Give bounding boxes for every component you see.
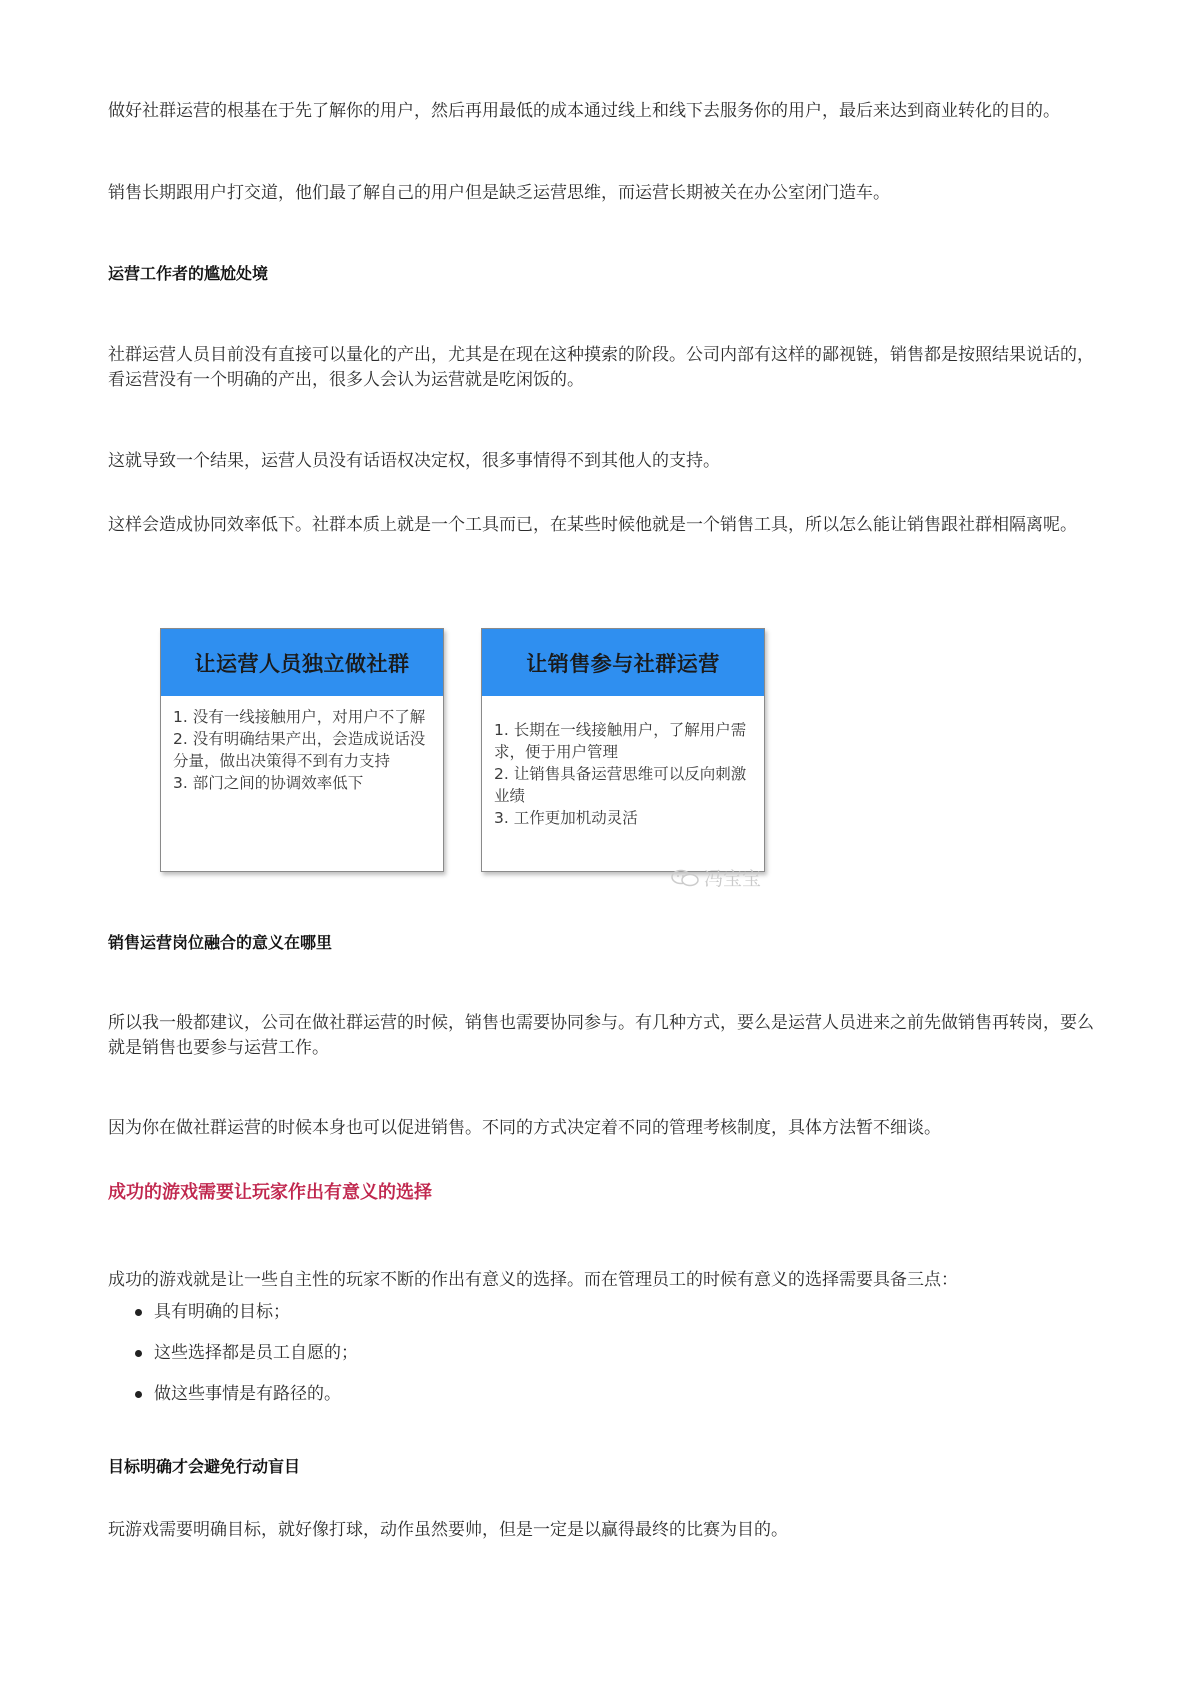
bullet-dot-icon <box>135 1350 142 1357</box>
card-line: 2. 没有明确结果产出，会造成说话没分量，做出决策得不到有力支持 <box>173 730 426 770</box>
bullet-list <box>108 1300 358 1423</box>
paragraph: 这样会造成协同效率低下。社群本质上就是一个工具而已，在某些时候他就是一个销售工具，所以怎么能让销售跟社群相隔离呢。 <box>108 515 1077 535</box>
bullet-dot-icon <box>135 1391 142 1398</box>
section-heading: 目标明确才会避免行动盲目 <box>108 1457 301 1476</box>
paragraph: 成功的游戏就是让一些自主性的玩家不断的作出有意义的选择。而在管理员工的时候有意义的选择需要具备三点： <box>108 1270 958 1290</box>
paragraph: 做好社群运营的根基在于先了解你的用户，然后再用最低的成本通过线上和线下去服务你的用户，最后来达到商业转化的目的。 <box>108 101 1060 121</box>
section-heading: 运营工作者的尴尬处境 <box>108 264 269 283</box>
card-title: 让运营人员独立做社群 <box>161 629 443 696</box>
paragraph: 销售长期跟用户打交道，他们最了解自己的用户但是缺乏运营思维，而运营长期被关在办公室闭门造车。 <box>108 183 890 203</box>
section-heading: 销售运营岗位融合的意义在哪里 <box>108 933 333 952</box>
paragraph: 社群运营人员目前没有直接可以量化的产出，尤其是在现在这种摸索的阶段。公司内部有这样的鄙视链，销售都是按照结果说话的，看运营没有一个明确的产出，很多人会认为运营就是吃闲饭的。 <box>108 345 1094 390</box>
card-line: 2. 让销售具备运营思维可以反向刺激业绩 <box>494 765 747 805</box>
card-line: 3. 工作更加机动灵活 <box>494 809 638 827</box>
card-body <box>482 696 764 829</box>
card-line: 1. 没有一线接触用户，对用户不了解 <box>173 708 426 726</box>
list-item <box>108 1382 358 1423</box>
list-item <box>108 1300 358 1341</box>
paragraph: 玩游戏需要明确目标，就好像打球，动作虽然要帅，但是一定是以赢得最终的比赛为目的。 <box>108 1520 788 1540</box>
list-item-text: 做这些事情是有路径的。 <box>154 1384 341 1404</box>
comparison-figure <box>160 628 800 898</box>
paragraph: 所以我一般都建议，公司在做社群运营的时候，销售也需要协同参与。有几种方式，要么是运营人员进来之前先做销售再转岗，要么就是销售也要参与运营工作。 <box>108 1013 1094 1058</box>
list-item <box>108 1341 358 1382</box>
paragraph: 这就导致一个结果，运营人员没有话语权决定权，很多事情得不到其他人的支持。 <box>108 451 720 471</box>
section-heading-accent: 成功的游戏需要让玩家作出有意义的选择 <box>108 1182 432 1203</box>
card-body <box>161 696 443 794</box>
card-title: 让销售参与社群运营 <box>482 629 764 696</box>
list-item-text: 这些选择都是员工自愿的； <box>154 1343 358 1363</box>
paragraph: 因为你在做社群运营的时候本身也可以促进销售。不同的方式决定着不同的管理考核制度，具体方法暂不细谈。 <box>108 1118 941 1138</box>
card-line: 1. 长期在一线接触用户，了解用户需求，便于用户管理 <box>494 721 747 761</box>
bullet-dot-icon <box>135 1309 142 1316</box>
watermark <box>670 864 761 891</box>
list-item-text: 具有明确的目标； <box>154 1302 290 1322</box>
card-sales-participation <box>481 628 765 872</box>
card-independent-operations <box>160 628 444 872</box>
watermark-text: 冯宝宝 <box>704 868 762 890</box>
card-line: 3. 部门之间的协调效率低下 <box>173 774 364 792</box>
wechat-icon <box>670 869 700 887</box>
